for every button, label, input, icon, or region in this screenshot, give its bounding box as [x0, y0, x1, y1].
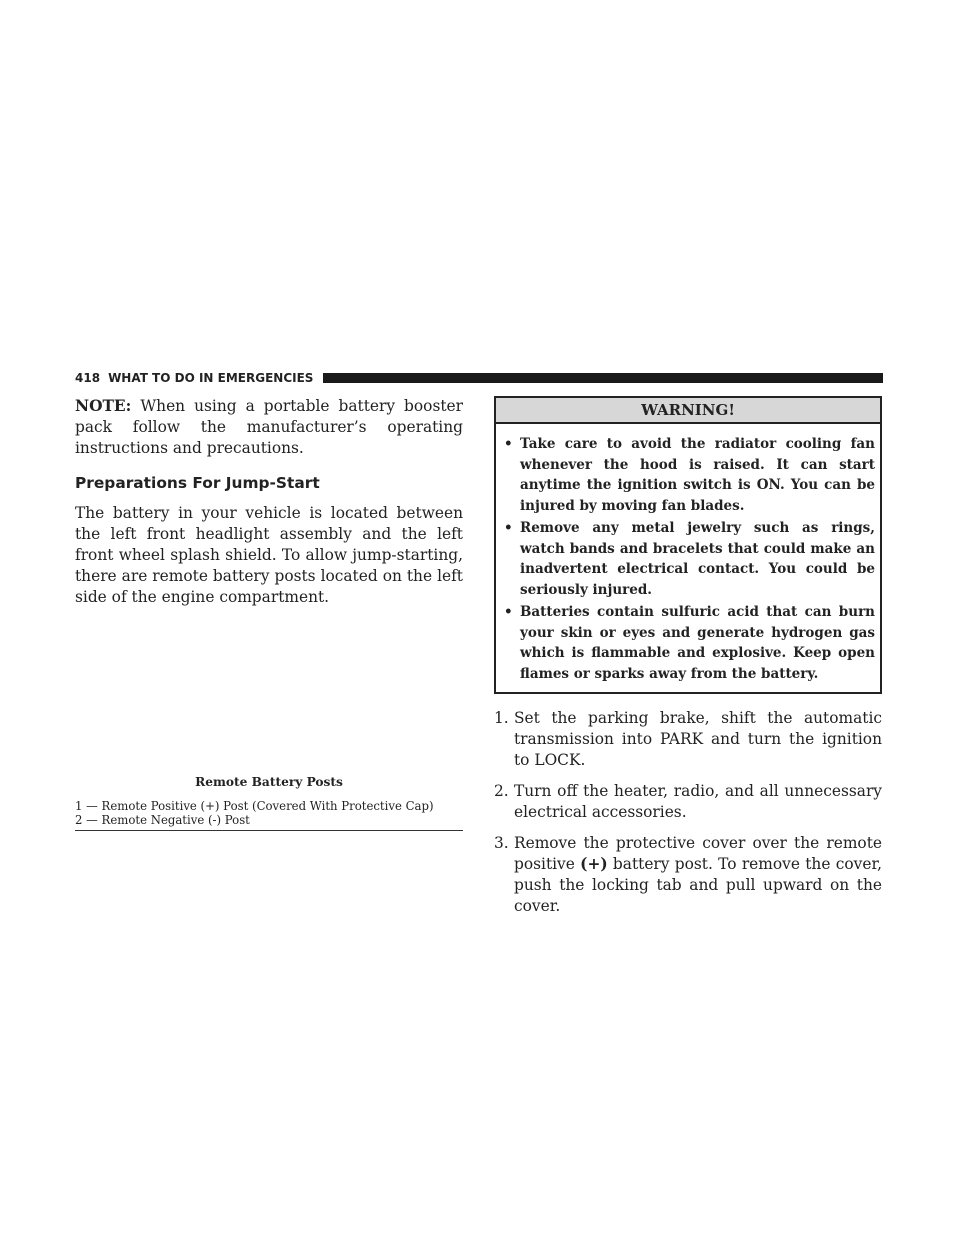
warning-item	[504, 434, 875, 516]
figure-title: Remote Battery Posts	[195, 775, 343, 789]
right-column	[494, 396, 882, 927]
figure-caption-block	[75, 775, 463, 831]
figure-caption-line: 2 — Remote Negative (-) Post	[75, 813, 250, 827]
step-number: 2.	[494, 782, 509, 800]
header-rule	[323, 373, 883, 383]
positive-symbol: (+)	[580, 855, 608, 873]
warning-item-text: Take care to avoid the radiator cooling fan whenever the hood is raised. It can start anytime the ignition switch is ON. You can be injured by moving fan blades.	[520, 436, 875, 514]
step-text	[514, 833, 882, 917]
note-text: When using a portable battery booster pack follow the manufacturer’s operating instructions and precautions.	[75, 397, 463, 457]
step-text: Set the parking brake, shift the automatic transmission into PARK and turn the ignition to LOCK.	[514, 709, 882, 769]
warning-title: WARNING!	[496, 398, 880, 424]
bullet-icon: •	[504, 436, 513, 452]
step-text-part: Remove the protective cover over the remote positive	[514, 834, 882, 873]
section-subheading: Preparations For Jump-Start	[75, 474, 320, 492]
page-header	[75, 370, 883, 385]
bullet-icon: •	[504, 604, 513, 620]
step-item	[494, 708, 882, 771]
note-label: NOTE:	[75, 397, 132, 415]
step-number: 3.	[494, 834, 509, 852]
step-list	[494, 708, 882, 917]
section-title: WHAT TO DO IN EMERGENCIES	[108, 370, 314, 385]
bullet-icon: •	[504, 520, 513, 536]
warning-box	[494, 396, 882, 694]
step-text-part: battery post. To remove the cover, push the locking tab and pull upward on the cover.	[514, 855, 882, 915]
step-item	[494, 833, 882, 917]
note-paragraph	[75, 396, 463, 459]
figure-rule	[75, 830, 463, 831]
warning-item-text: Batteries contain sulfuric acid that can burn your skin or eyes and generate hydrogen gas which is flammable and explosive. Keep open flames or sparks away from the battery.	[520, 604, 875, 682]
body-paragraph: The battery in your vehicle is located between the left front headlight assembly and the left front wheel splash shield. To allow jump-starting, there are remote battery posts located on the left side of the engine compartment.	[75, 504, 463, 606]
step-item	[494, 781, 882, 823]
page-number: 418	[75, 370, 101, 385]
step-number: 1.	[494, 709, 509, 727]
warning-item-text: Remove any metal jewelry such as rings, watch bands and bracelets that could make an inadvertent electrical contact. You could be seriously injured.	[520, 520, 875, 598]
warning-item	[504, 518, 875, 600]
left-column	[75, 396, 463, 608]
warning-list	[496, 424, 880, 692]
figure-caption-line: 1 — Remote Positive (+) Post (Covered With Protective Cap)	[75, 799, 434, 813]
step-text: Turn off the heater, radio, and all unnecessary electrical accessories.	[514, 782, 882, 821]
warning-item	[504, 602, 875, 684]
